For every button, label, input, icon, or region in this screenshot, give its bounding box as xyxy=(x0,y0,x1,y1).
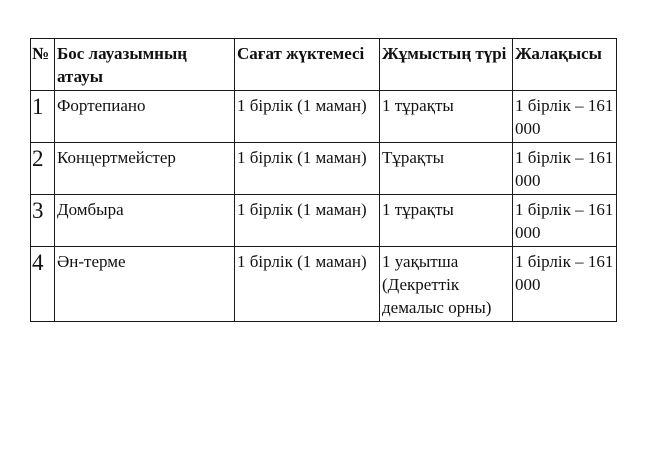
position-name-cell: Концертмейстер xyxy=(55,143,235,195)
work-type-cell: Тұрақты xyxy=(380,143,513,195)
hour-load-cell: 1 бірлік (1 маман) xyxy=(235,143,380,195)
header-hour-load: Сағат жүктемесі xyxy=(235,39,380,91)
header-position-name: Бос лауазымның атауы xyxy=(55,39,235,91)
salary-cell: 1 бірлік – 161 000 xyxy=(513,195,617,247)
header-salary: Жалақысы xyxy=(513,39,617,91)
row-number: 1 xyxy=(31,91,55,143)
hour-load-cell: 1 бірлік (1 маман) xyxy=(235,91,380,143)
position-name-cell: Ән-терме xyxy=(55,247,235,322)
vacancy-table xyxy=(30,38,617,322)
table-header-row xyxy=(31,39,617,91)
work-type-cell: 1 тұрақты xyxy=(380,195,513,247)
row-number: 4 xyxy=(31,247,55,322)
table-row xyxy=(31,247,617,322)
table-row xyxy=(31,195,617,247)
salary-cell: 1 бірлік – 161 000 xyxy=(513,91,617,143)
header-work-type: Жұмыстың түрі xyxy=(380,39,513,91)
row-number: 2 xyxy=(31,143,55,195)
table-row xyxy=(31,91,617,143)
hour-load-cell: 1 бірлік (1 маман) xyxy=(235,247,380,322)
work-type-cell: 1 тұрақты xyxy=(380,91,513,143)
row-number: 3 xyxy=(31,195,55,247)
table-row xyxy=(31,143,617,195)
position-name-cell: Фортепиано xyxy=(55,91,235,143)
work-type-cell: 1 уақытша (Декреттік демалыс орны) xyxy=(380,247,513,322)
salary-cell: 1 бірлік – 161 000 xyxy=(513,143,617,195)
hour-load-cell: 1 бірлік (1 маман) xyxy=(235,195,380,247)
salary-cell: 1 бірлік – 161 000 xyxy=(513,247,617,322)
header-number: № xyxy=(31,39,55,91)
position-name-cell: Домбыра xyxy=(55,195,235,247)
